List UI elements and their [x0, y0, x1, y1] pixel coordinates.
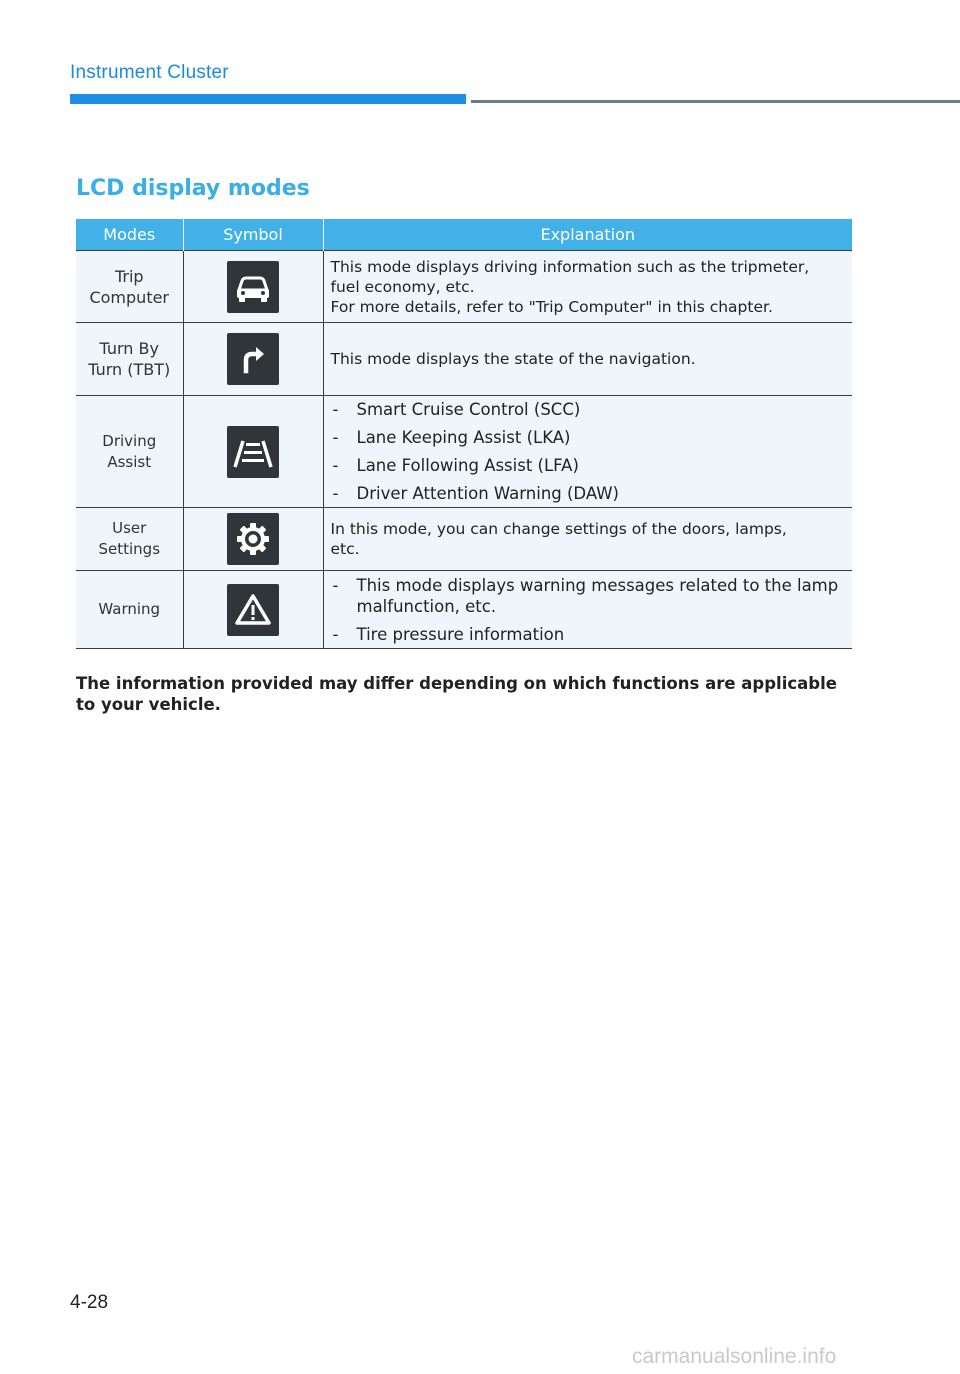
column-header-modes: Modes — [76, 219, 183, 251]
mode-name-line: Driving — [102, 431, 157, 450]
explanation-cell — [323, 508, 852, 571]
feature-list — [331, 399, 847, 504]
explanation-line: fuel economy, etc. — [330, 277, 475, 296]
symbol-cell — [183, 571, 323, 649]
table-row — [76, 396, 852, 508]
explanation-cell — [323, 251, 852, 323]
mode-name-line: User — [112, 519, 147, 537]
chapter-title: Instrument Cluster — [70, 62, 229, 83]
symbol-cell — [183, 508, 323, 571]
mode-cell — [76, 571, 183, 649]
mode-name-line: Warning — [98, 600, 161, 618]
watermark-text: carmanualsonline.info — [632, 1345, 837, 1368]
explanation-line: For more details, refer to "Trip Computer" in this chapter. — [330, 297, 773, 316]
table-row — [76, 508, 852, 571]
table-row — [76, 323, 852, 396]
header-accent-bar — [70, 94, 466, 104]
warning-triangle-icon — [227, 584, 279, 636]
mode-name-line: Computer — [89, 287, 170, 307]
column-header-explanation: Explanation — [323, 219, 852, 251]
list-item: - Lane Keeping Assist (LKA) — [331, 427, 847, 448]
explanation-cell — [323, 571, 852, 649]
symbol-cell — [183, 251, 323, 323]
table-header-row — [76, 219, 852, 251]
list-item: - Lane Following Assist (LFA) — [331, 455, 847, 476]
symbol-cell — [183, 323, 323, 396]
gear-icon — [227, 513, 279, 565]
mode-name-line: Turn (TBT) — [88, 360, 171, 379]
explanation-cell — [323, 396, 852, 508]
list-item: - This mode displays warning messages related to the lamp malfunction, etc. — [331, 575, 847, 617]
mode-cell — [76, 508, 183, 571]
mode-cell — [76, 323, 183, 396]
mode-cell — [76, 251, 183, 323]
page-number: 4-28 — [70, 1292, 109, 1313]
mode-cell — [76, 396, 183, 508]
car-icon — [227, 261, 279, 313]
header-rule — [471, 100, 960, 103]
mode-name-line: Turn By — [99, 339, 159, 358]
explanation-line: This mode displays driving information such as the tripmeter, — [330, 257, 810, 276]
explanation-line: This mode displays the state of the navigation. — [330, 350, 696, 368]
column-header-symbol: Symbol — [183, 219, 323, 251]
warning-list — [331, 575, 847, 645]
list-item: - Tire pressure information — [331, 624, 847, 645]
lane-assist-icon — [227, 426, 279, 478]
section-title: LCD display modes — [76, 176, 310, 201]
table-row — [76, 251, 852, 323]
explanation-line: etc. — [330, 540, 360, 558]
applicability-note: The information provided may differ depending on which functions are applicable to your vehicle. — [76, 674, 837, 714]
lcd-modes-table — [76, 219, 852, 649]
turn-right-arrow-icon — [227, 333, 279, 385]
mode-name-line: Trip — [114, 266, 144, 286]
list-item: - Smart Cruise Control (SCC) — [331, 399, 847, 420]
symbol-cell — [183, 396, 323, 508]
table-row — [76, 571, 852, 649]
explanation-line: In this mode, you can change settings of the doors, lamps, — [330, 520, 787, 538]
mode-name-line: Settings — [98, 540, 161, 558]
explanation-cell — [323, 323, 852, 396]
list-item: - Driver Attention Warning (DAW) — [331, 483, 847, 504]
mode-name-line: Assist — [107, 452, 152, 471]
